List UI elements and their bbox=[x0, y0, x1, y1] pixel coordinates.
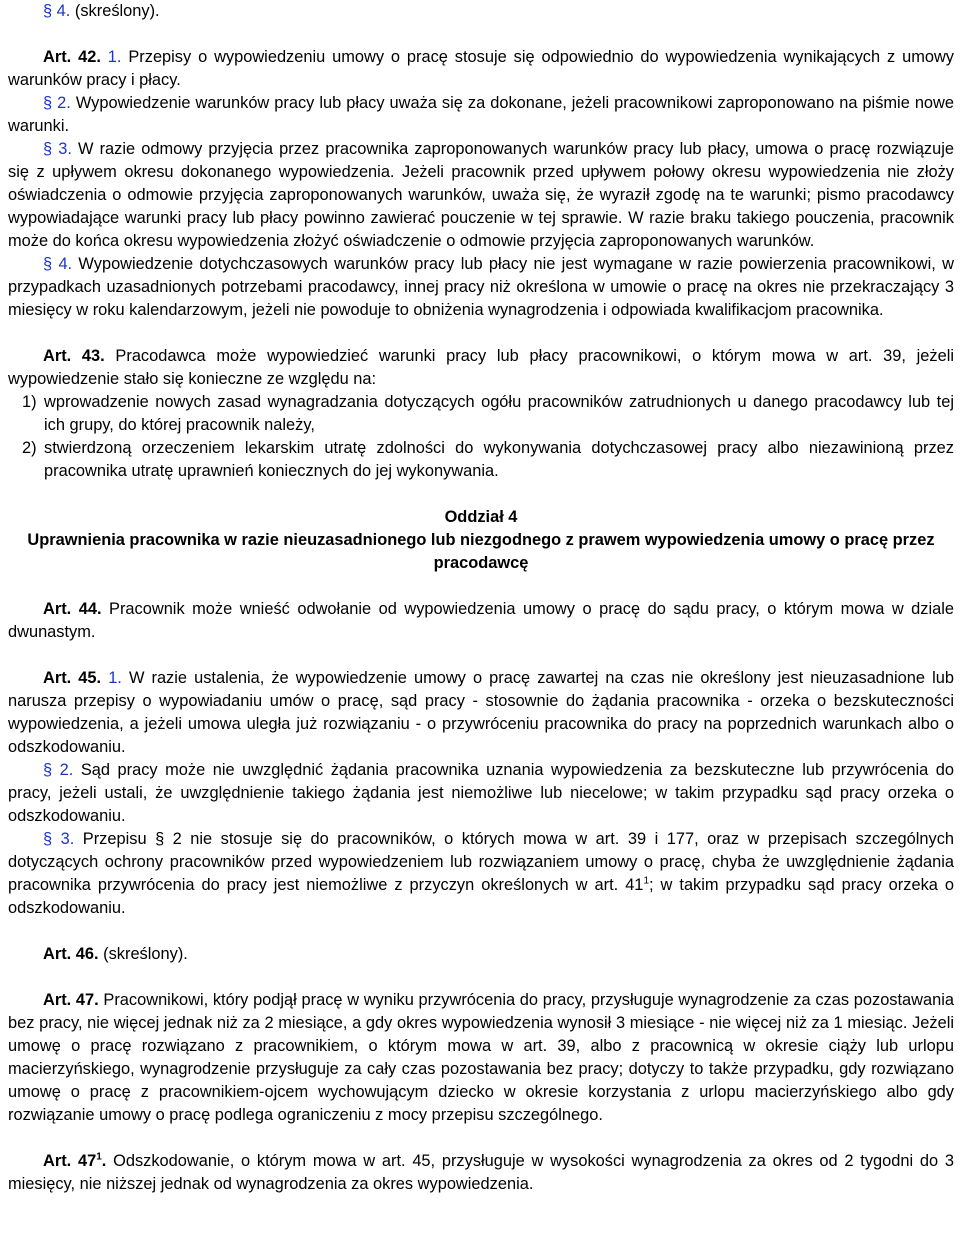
paragraph-text: Pracownikowi, który podjął pracę w wyniku przywrócenia do pracy, przysługuje wynagrodzenie za czas pozostawania bez pracy, nie więcej jednak niż za 2 miesiące, a gdy okres wypowiedzenia wynosił 3 miesiące - nie więcej niż za 1 miesiąc. Jeżeli umowę o pracę rozwiązano z pracownikiem, o którym mowa w art. 39, albo z pracownicą w okresie ciąży lub urlopu macierzyńskiego, wynagrodzenie przysługuje za cały czas pozostawania bez pracy; dotyczy to także przypadku, gdy rozwiązano umowę o pracę z pracownikiem-ojcem wychowującym dziecko w okresie korzystania z urlopu macierzyńskiego albo gdy rozwiązanie umowy o pracę podlega ograniczeniu z mocy przepisu szczególnego. bbox=[8, 991, 954, 1124]
article-47-1 bbox=[8, 1150, 954, 1196]
paragraph-text: Sąd pracy może nie uwzględnić żądania pracownika uznania wypowiedzenia za bezskuteczne lub przywrócenia do pracy, jeżeli ustali, że uwzględnienie takiego żądania jest niemożliwe lub niecelowe; w takim przypadku sąd pracy orzeka o odszkodowaniu. bbox=[8, 761, 954, 825]
article-47 bbox=[8, 989, 954, 1127]
paragraph-text: Pracownik może wnieść odwołanie od wypowiedzenia umowy o pracę do sądu pracy, o którym mowa w dziale dwunastym. bbox=[8, 600, 954, 641]
list-number: 2) bbox=[22, 439, 37, 457]
article-label: Art. 44. bbox=[43, 600, 102, 618]
article-label-text: Art. 47 bbox=[43, 1152, 97, 1170]
article-label: Art. 47. bbox=[43, 991, 99, 1009]
paragraph-text: (skreślony). bbox=[70, 2, 160, 20]
section-number: § 2. bbox=[43, 94, 71, 112]
paragraph-text: Wypowiedzenie dotychczasowych warunków pracy lub płacy nie jest wymagane w razie powierzenia pracownikowi, w przypadkach uzasadnionych potrzebami pracodawcy, innej pracy niż określona w umowie o pracę na okres nie przekraczający 3 miesięcy w roku kalendarzowym, jeżeli nie powoduje to obniżenia wynagrodzenia i odpowiada kwalifikacjom pracownika. bbox=[8, 255, 954, 319]
section-number: § 3. bbox=[43, 830, 75, 848]
section-number: § 4. bbox=[43, 255, 73, 273]
section-number: 1. bbox=[108, 669, 122, 687]
article-label: Art. 46. bbox=[43, 945, 99, 963]
list-text: wprowadzenie nowych zasad wynagradzania dotyczących ogółu pracowników zatrudnionych u danego pracodawcy lub tej ich grupy, do której pracownik należy, bbox=[44, 393, 954, 434]
paragraph-4-repealed bbox=[8, 0, 954, 23]
section-number: § 2. bbox=[43, 761, 74, 779]
article-42-paragraph-1 bbox=[8, 46, 954, 92]
paragraph-text: Wypowiedzenie warunków pracy lub płacy uważa się za dokonane, jeżeli pracownikowi zaproponowano na piśmie nowe warunki. bbox=[8, 94, 955, 135]
section-number: 1. bbox=[107, 48, 122, 66]
paragraph-text: (skreślony). bbox=[98, 945, 188, 963]
list-number: 1) bbox=[22, 393, 37, 411]
article-43-list bbox=[8, 391, 954, 483]
article-43 bbox=[8, 345, 954, 391]
article-45-paragraph-3 bbox=[8, 828, 954, 920]
paragraph-text: Pracodawca może wypowiedzieć warunki pracy lub płacy pracownikowi, o którym mowa w art. 39, jeżeli wypowiedzenie stało się konieczne ze względu na: bbox=[8, 347, 954, 388]
article-44 bbox=[8, 598, 954, 644]
superscript: 1 bbox=[643, 875, 649, 887]
paragraph-text: ; w takim przypadku sąd pracy orzeka o odszkodowaniu. bbox=[8, 876, 954, 917]
article-45-paragraph-2 bbox=[8, 759, 954, 828]
paragraph-text: Przepisy o wypowiedzeniu umowy o pracę stosuje się odpowiednio do wypowiedzenia wynikających z umowy warunków pracy i płacy. bbox=[8, 48, 954, 89]
list-item bbox=[8, 437, 954, 483]
section-title: Oddział 4 bbox=[444, 508, 518, 526]
paragraph-text: W razie ustalenia, że wypowiedzenie umowy o pracę zawartej na czas nie określony jest nieuzasadnione lub narusza przepisy o wypowiadaniu umów o pracę, sąd pracy - stosownie do żądania pracownika - orzeka o bezskuteczności wypowiedzenia, a jeżeli umowa uległa już rozwiązaniu - o przywróceniu pracownika do pracy na poprzednich warunkach albo o odszkodowaniu. bbox=[8, 669, 954, 756]
article-label bbox=[43, 1152, 106, 1170]
article-42-paragraph-3 bbox=[8, 138, 954, 253]
article-45-paragraph-1 bbox=[8, 667, 954, 759]
article-label: Art. 45. bbox=[43, 669, 102, 687]
section-number: § 3. bbox=[43, 140, 72, 158]
superscript: 1 bbox=[96, 1151, 102, 1163]
article-46 bbox=[8, 943, 954, 966]
article-label: Art. 43. bbox=[43, 347, 105, 365]
article-label-dot: . bbox=[101, 1152, 107, 1170]
paragraph-text: Odszkodowanie, o którym mowa w art. 45, przysługuje w wysokości wynagrodzenia za okres od 2 tygodni do 3 miesięcy, nie niższej jednak od wynagrodzenia za okres wypowiedzenia. bbox=[8, 1152, 954, 1193]
article-42-paragraph-4 bbox=[8, 253, 954, 322]
section-subtitle: Uprawnienia pracownika w razie nieuzasadnionego lub niezgodnego z prawem wypowiedzenia umowy o pracę przez pracodawcę bbox=[27, 531, 935, 572]
article-label: Art. 42. bbox=[43, 48, 101, 66]
article-42-paragraph-2 bbox=[8, 92, 954, 138]
paragraph-text: W razie odmowy przyjęcia przez pracownika zaproponowanych warunków pracy lub płacy, umowa o pracę rozwiązuje się z upływem okresu dokonanego wypowiedzenia. Jeżeli pracownik przed upływem połowy okresu wypowiedzenia nie złoży oświadczenia o odmowie przyjęcia zaproponowanych warunków, uważa się, że wyraził zgodę na te warunki; pismo pracodawcy wypowiadające warunki pracy lub płacy powinno zawierać pouczenie w tej sprawie. W razie braku takiego pouczenia, pracownik może do końca okresu wypowiedzenia złożyć oświadczenie o odmowie przyjęcia zaproponowanych warunków. bbox=[8, 140, 955, 250]
paragraph-text: Przepisu § 2 nie stosuje się do pracowników, o których mowa w art. 39 i 177, oraz w przepisach szczególnych dotyczących ochrony pracowników przed wypowiedzeniem lub rozwiązaniem umowy o pracę, chyba że uwzględnienie żądania pracownika przywrócenia do pracy jest niemożliwe z przyczyn określonych w art. 41 bbox=[8, 830, 955, 894]
section-number: § 4. bbox=[43, 2, 71, 20]
list-item bbox=[8, 391, 954, 437]
list-text: stwierdzoną orzeczeniem lekarskim utratę zdolności do wykonywania dotychczasowej pracy albo niezawinioną przez pracownika utratę uprawnień koniecznych do jej wykonywania. bbox=[44, 439, 954, 480]
